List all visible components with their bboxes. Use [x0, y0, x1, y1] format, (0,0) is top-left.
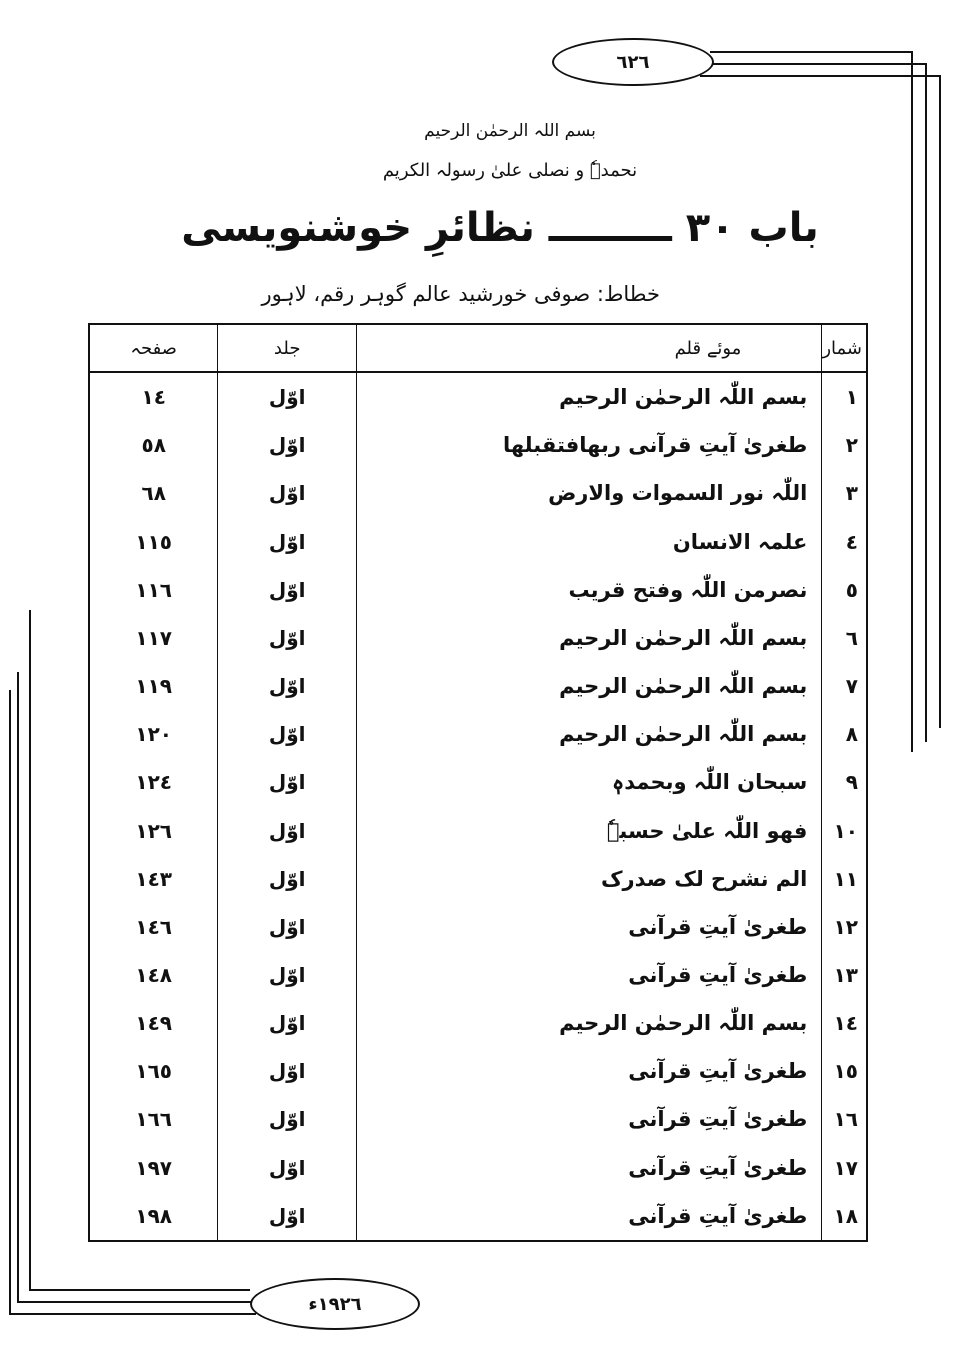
row-volume: اوّل	[218, 758, 357, 806]
row-page: ١٢٦	[89, 806, 218, 854]
row-title: سبحان اللّٰہ وبحمدہٖ	[356, 758, 821, 806]
row-page: ١١٩	[89, 662, 218, 710]
row-volume: اوّل	[218, 951, 357, 999]
row-page: ١٩٧	[89, 1144, 218, 1192]
row-title: بسم اللّٰہ الرحمٰن الرحیم	[356, 999, 821, 1047]
row-volume: اوّل	[218, 517, 357, 565]
row-volume: اوّل	[218, 903, 357, 951]
row-page: ٦٨	[89, 469, 218, 517]
row-page: ١٩٨	[89, 1192, 218, 1241]
table-header-row	[89, 324, 867, 372]
row-number: ٩	[822, 758, 867, 806]
table-row	[89, 1192, 867, 1241]
row-number: ٧	[822, 662, 867, 710]
table-row	[89, 806, 867, 854]
row-page: ١٤٦	[89, 903, 218, 951]
row-volume: اوّل	[218, 806, 357, 854]
row-volume: اوّل	[218, 855, 357, 903]
row-number: ٣	[822, 469, 867, 517]
table-row	[89, 566, 867, 614]
table-row	[89, 1047, 867, 1095]
row-number: ٤	[822, 517, 867, 565]
row-page: ١١٦	[89, 566, 218, 614]
header-page: صفحہ	[89, 324, 218, 372]
row-number: ١٨	[822, 1192, 867, 1241]
table-row	[89, 372, 867, 421]
row-page: ١٤٨	[89, 951, 218, 999]
row-title: علمہ الانسان	[356, 517, 821, 565]
row-title: طغریٰ آیتِ قرآنی	[356, 903, 821, 951]
row-title: نصرمن اللّٰہ وفتح قریب	[356, 566, 821, 614]
row-page: ١١٧	[89, 614, 218, 662]
row-title: طغریٰ آیتِ قرآنی	[356, 1144, 821, 1192]
row-title: اللّٰہ نور السموات والارض	[356, 469, 821, 517]
row-page: ١٢٠	[89, 710, 218, 758]
row-number: ١١	[822, 855, 867, 903]
row-volume: اوّل	[218, 614, 357, 662]
page-number-bottom: ١٩٢٦ء	[250, 1278, 420, 1330]
row-number: ١٢	[822, 903, 867, 951]
row-title: الم نشرح لک صدرک	[356, 855, 821, 903]
calligraphy-index-table	[88, 323, 868, 1242]
row-title: طغریٰ آیتِ قرآنی ربھافتقبلھا	[356, 421, 821, 469]
row-page: ١٤٩	[89, 999, 218, 1047]
table-row	[89, 999, 867, 1047]
row-page: ٥٨	[89, 421, 218, 469]
table-row	[89, 710, 867, 758]
row-volume: اوّل	[218, 372, 357, 421]
table-row	[89, 517, 867, 565]
row-number: ٦	[822, 614, 867, 662]
row-title: بسم اللّٰہ الرحمٰن الرحیم	[356, 372, 821, 421]
header-title: موئے قلم	[356, 324, 821, 372]
table-row	[89, 421, 867, 469]
calligrapher-credit: خطاط: صوفی خورشید عالم گوہر رقم، لاہور	[261, 282, 660, 306]
row-number: ١٧	[822, 1144, 867, 1192]
row-number: ١٠	[822, 806, 867, 854]
row-volume: اوّل	[218, 1192, 357, 1241]
row-page: ١٦٦	[89, 1095, 218, 1143]
row-volume: اوّل	[218, 1095, 357, 1143]
row-number: ٨	[822, 710, 867, 758]
table-row	[89, 1144, 867, 1192]
table-row	[89, 1095, 867, 1143]
row-volume: اوّل	[218, 1144, 357, 1192]
row-title: طغریٰ آیتِ قرآنی	[356, 1095, 821, 1143]
bismillah-line: بسم اللہ الرحمٰن الرحیم	[424, 121, 596, 141]
row-title: طغریٰ آیتِ قرآنی	[356, 951, 821, 999]
row-number: ١	[822, 372, 867, 421]
table-row	[89, 903, 867, 951]
row-title: بسم اللّٰہ الرحمٰن الرحیم	[356, 614, 821, 662]
row-volume: اوّل	[218, 421, 357, 469]
row-page: ١٤٣	[89, 855, 218, 903]
row-title: فھو اللّٰہ علیٰ حسبہٗ	[356, 806, 821, 854]
row-number: ٢	[822, 421, 867, 469]
row-number: ١٥	[822, 1047, 867, 1095]
row-number: ١٤	[822, 999, 867, 1047]
page-number-top: ٦٢٦	[552, 38, 714, 86]
row-title: بسم اللّٰہ الرحمٰن الرحیم	[356, 662, 821, 710]
row-page: ١٦٥	[89, 1047, 218, 1095]
row-volume: اوّل	[218, 469, 357, 517]
table-row	[89, 614, 867, 662]
header-number: شمار	[822, 324, 867, 372]
row-number: ١٣	[822, 951, 867, 999]
row-number: ١٦	[822, 1095, 867, 1143]
row-volume: اوّل	[218, 999, 357, 1047]
row-title: طغریٰ آیتِ قرآنی	[356, 1192, 821, 1241]
row-volume: اوّل	[218, 566, 357, 614]
row-number: ٥	[822, 566, 867, 614]
row-volume: اوّل	[218, 1047, 357, 1095]
row-page: ١١٥	[89, 517, 218, 565]
table-row	[89, 855, 867, 903]
hamd-line: نحمدہٗ و نصلی علیٰ رسولہ الکریم	[382, 160, 638, 181]
row-title: طغریٰ آیتِ قرآنی	[356, 1047, 821, 1095]
row-page: ١٤	[89, 372, 218, 421]
table-row	[89, 469, 867, 517]
table-row	[89, 951, 867, 999]
chapter-title: باب ۳۰ ـــــــــ نظائرِ خوشنویسی	[181, 205, 819, 251]
table-row	[89, 758, 867, 806]
header-volume: جلد	[218, 324, 357, 372]
table-row	[89, 662, 867, 710]
row-volume: اوّل	[218, 662, 357, 710]
row-volume: اوّل	[218, 710, 357, 758]
row-page: ١٢٤	[89, 758, 218, 806]
row-title: بسم اللّٰہ الرحمٰن الرحیم	[356, 710, 821, 758]
